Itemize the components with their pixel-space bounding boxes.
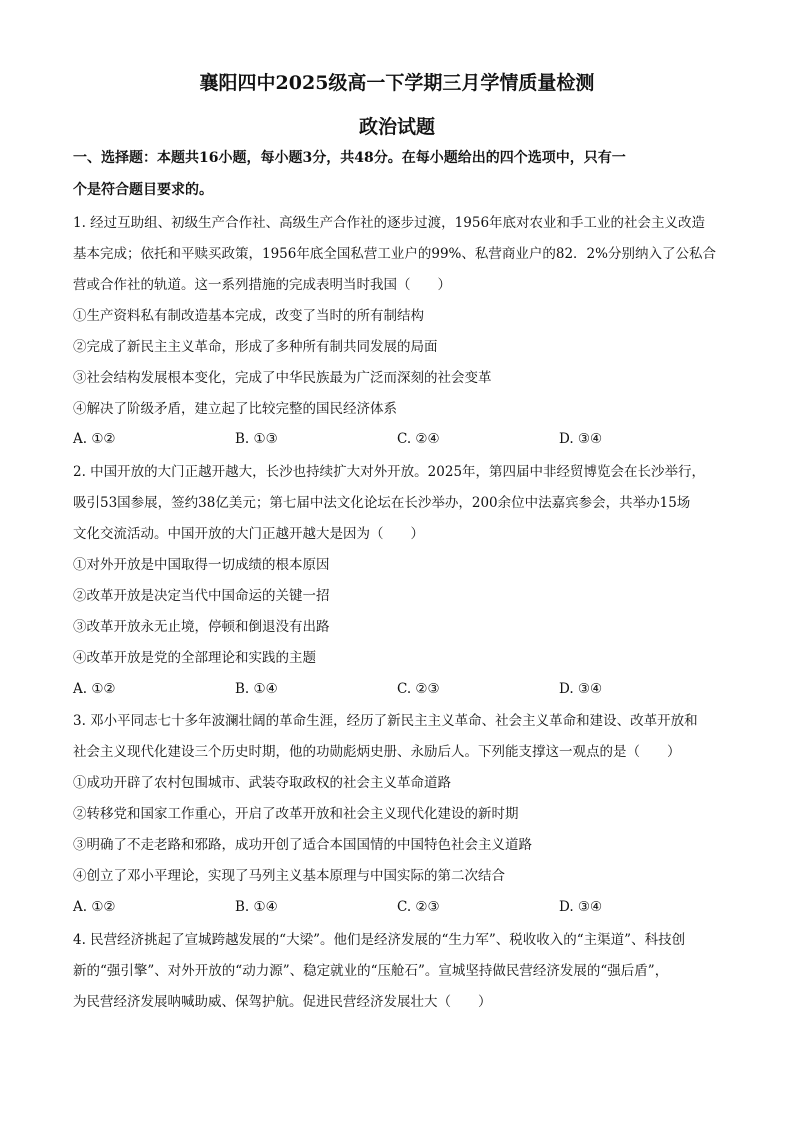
question-1-stem-line-2: 基本完成；依托和平赎买政策，1956年底全国私营工业户的99%、私营商业户的82．2%分别纳入了公私合 bbox=[73, 246, 716, 262]
question-1-item-1: ①生产资料私有制改造基本完成，改变了当时的所有制结构 bbox=[73, 308, 424, 324]
question-3-stem-line-1: 3. 邓小平同志七十多年波澜壮阔的革命生涯，经历了新民主主义革命、社会主义革命和建设、改革开放和 bbox=[73, 713, 698, 729]
question-2-option-d[interactable]: D. ③④ bbox=[559, 681, 603, 697]
question-3-options bbox=[73, 897, 733, 917]
question-2-stem-line-1: 2. 中国开放的大门正越开越大，长沙也持续扩大对外开放。2025年，第四届中非经贸博览会在长沙举行， bbox=[73, 464, 706, 480]
question-2-stem-line-3: 文化交流活动。中国开放的大门正越开越大是因为（ ） bbox=[73, 526, 424, 542]
question-2-option-a[interactable]: A. ①② bbox=[73, 681, 116, 697]
question-3-item-4: ④创立了邓小平理论，实现了马列主义基本原理与中国实际的第二次结合 bbox=[73, 868, 505, 884]
question-1-item-3: ③社会结构发展根本变化，完成了中华民族最为广泛而深刻的社会变革 bbox=[73, 370, 492, 386]
question-3-option-b[interactable]: B. ①④ bbox=[235, 899, 278, 915]
question-3-option-c[interactable]: C. ②③ bbox=[397, 899, 440, 915]
exam-title: 襄阳四中2025级高一下学期三月学情质量检测 bbox=[199, 72, 595, 94]
question-4-stem-line-3: 为民营经济发展呐喊助威、保驾护航。促进民营经济发展壮大（ ） bbox=[73, 994, 492, 1010]
question-2-item-1: ①对外开放是中国取得一切成绩的根本原因 bbox=[73, 557, 330, 573]
question-3-item-1: ①成功开辟了农村包围城市、武装夺取政权的社会主义革命道路 bbox=[73, 775, 451, 791]
question-1-option-a[interactable]: A. ①② bbox=[73, 431, 116, 447]
question-3-option-a[interactable]: A. ①② bbox=[73, 899, 116, 915]
question-3-option-d[interactable]: D. ③④ bbox=[559, 899, 603, 915]
question-2-options bbox=[73, 679, 733, 699]
question-1-options bbox=[73, 429, 733, 449]
question-1-option-b[interactable]: B. ①③ bbox=[235, 431, 278, 447]
question-1-option-c[interactable]: C. ②④ bbox=[397, 431, 440, 447]
question-1-option-d[interactable]: D. ③④ bbox=[559, 431, 603, 447]
question-1-stem-line-3: 营或合作社的轨道。这一系列措施的完成表明当时我国（ ） bbox=[73, 277, 451, 293]
question-2-item-2: ②改革开放是决定当代中国命运的关键一招 bbox=[73, 588, 330, 604]
question-1-item-4: ④解决了阶级矛盾，建立起了比较完整的国民经济体系 bbox=[73, 401, 397, 417]
question-4-stem-line-2: 新的“强引擎”、对外开放的“动力源”、稳定就业的“压舱石”。宣城坚持做民营经济发展的“强后盾”， bbox=[73, 963, 669, 979]
subject-title: 政治试题 bbox=[358, 116, 435, 138]
question-2-option-b[interactable]: B. ①④ bbox=[235, 681, 278, 697]
section-heading-line-2: 个是符合题目要求的。 bbox=[73, 182, 213, 198]
question-3-item-3: ③明确了不走老路和邪路，成功开创了适合本国国情的中国特色社会主义道路 bbox=[73, 837, 532, 853]
question-2-item-4: ④改革开放是党的全部理论和实践的主题 bbox=[73, 650, 316, 666]
question-2-option-c[interactable]: C. ②③ bbox=[397, 681, 440, 697]
question-2-item-3: ③改革开放永无止境，停顿和倒退没有出路 bbox=[73, 619, 330, 635]
section-heading-line-1: 一、选择题：本题共16小题，每小题3分，共48分。在每小题给出的四个选项中，只有一 bbox=[73, 150, 626, 166]
question-1-stem-line-1: 1. 经过互助组、初级生产合作社、高级生产合作社的逐步过渡，1956年底对农业和手工业的社会主义改造 bbox=[73, 215, 706, 231]
question-3-stem-line-2: 社会主义现代化建设三个历史时期，他的功勋彪炳史册、永励后人。下列能支撑这一观点的是（ ） bbox=[73, 744, 681, 760]
question-2-stem-line-2: 吸引53国参展，签约38亿美元；第七届中法文化论坛在长沙举办，200余位中法嘉宾参会，共举办15场 bbox=[73, 495, 691, 511]
question-3-item-2: ②转移党和国家工作重心，开启了改革开放和社会主义现代化建设的新时期 bbox=[73, 806, 519, 822]
question-1-item-2: ②完成了新民主主义革命，形成了多种所有制共同发展的局面 bbox=[73, 339, 438, 355]
question-4-stem-line-1: 4. 民营经济挑起了宣城跨越发展的“大梁”。他们是经济发展的“生力军”、税收收入的“主渠道”、科技创 bbox=[73, 932, 686, 948]
